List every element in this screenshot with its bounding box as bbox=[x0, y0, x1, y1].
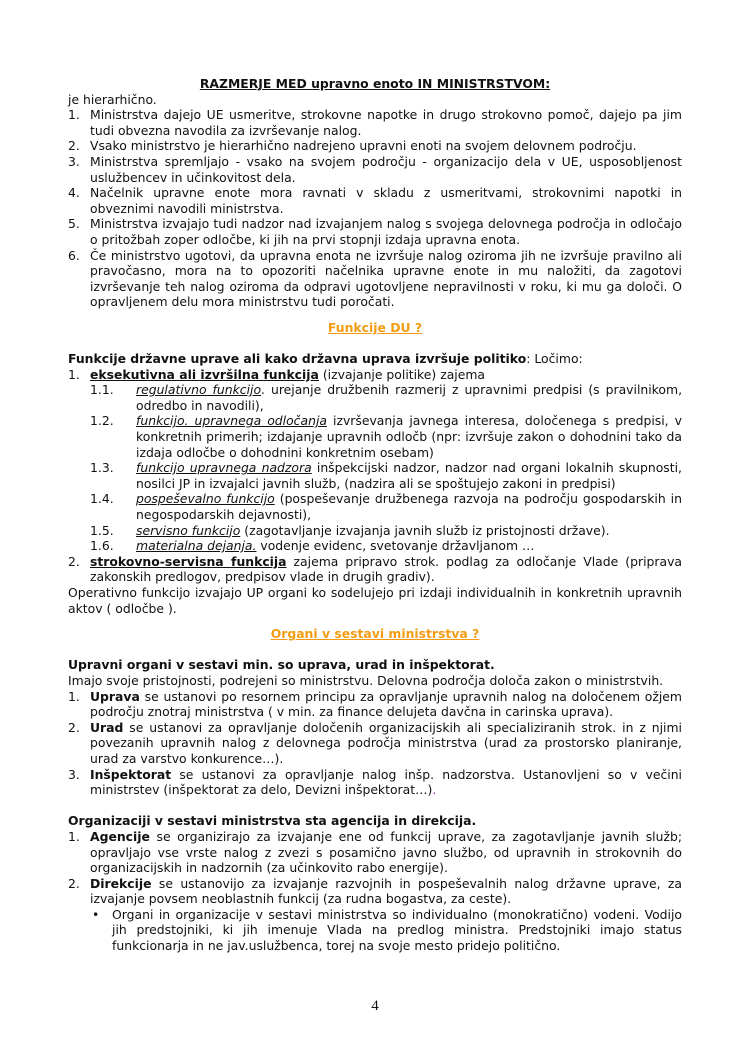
intro-text: Imajo svoje pristojnosti, podrejeni so ministrstvu. Delovna področja določa zakon o ministrstvih. bbox=[68, 672, 664, 688]
list-item bbox=[68, 829, 682, 876]
list-term: pospeševalno funkcijo bbox=[136, 491, 275, 507]
list-text: se ustanovi po resornem principu za opravljanje upravnih nalog na določenem ožjem področju znotraj ministrstva ( v min. za finance delujeta davčna in carinska uprava). bbox=[90, 688, 682, 720]
list-text: izvrševanja javnega interesa, določenega s predpisi, v konkretnih primerih; izdajanje upravnih odločb (npr: izvršuje zakon o dohodnini tako da izdaja odločbe o dohodnini konkretnim osebam) bbox=[136, 413, 682, 460]
list-item bbox=[68, 216, 682, 247]
bullet-item bbox=[68, 907, 682, 954]
list-item bbox=[68, 107, 682, 138]
list-number: 1. bbox=[68, 107, 80, 123]
list-item bbox=[68, 767, 682, 798]
list-item bbox=[68, 720, 682, 767]
list-text: vodenje evidenc, svetovanje državljanom … bbox=[256, 538, 535, 554]
list-number: 2. bbox=[68, 719, 80, 735]
bullet-icon: • bbox=[92, 906, 100, 922]
list-number: 3. bbox=[68, 153, 80, 169]
list-tail: . bbox=[432, 782, 437, 798]
list-text: Ministrstva spremljajo - vsako na svojem področju - organizacijo dela v UE, usposobljenost uslužbencev in učinkovitost dela. bbox=[90, 153, 682, 185]
lead-paragraph bbox=[68, 813, 682, 829]
list-text: (pospeševanje družbenega razvoja na področju gospodarskih in negospodarskih dejavnosti), bbox=[136, 491, 682, 523]
intro-text: je hierarhično. bbox=[68, 91, 157, 107]
list-text: Vsako ministrstvo je hierarhično nadrejeno upravni enoti na svojem delovnem področju. bbox=[90, 138, 637, 154]
lead-paragraph bbox=[68, 351, 682, 367]
list-term: Direkcije bbox=[90, 875, 152, 891]
list-term: funkcijo upravnega nadzora bbox=[136, 460, 312, 476]
list-number: 1.4. bbox=[90, 491, 114, 507]
list-number: 1.2. bbox=[90, 413, 114, 429]
list-term: regulativno funkcijo bbox=[136, 382, 262, 398]
list-term: strokovno-servisna funkcija bbox=[90, 553, 287, 569]
lead-rest: : Ločimo: bbox=[526, 351, 583, 367]
list-term: eksekutivna ali izvršilna funkcija bbox=[90, 366, 319, 382]
list-item bbox=[68, 248, 682, 310]
list-term: Urad bbox=[90, 719, 124, 735]
list-number: 2. bbox=[68, 875, 80, 891]
numbered-list bbox=[68, 107, 682, 310]
list-number: 1.3. bbox=[90, 460, 114, 476]
list-number: 1.5. bbox=[90, 522, 114, 538]
bullet-text: Organi in organizacije v sestavi ministrstva so individualno (monokratično) vodeni. Vodijo jih predstojniki, ki jih imenuje Vlada na predlog ministra. Predstojniki imajo status funkcionarja in ne jav.uslužbenca, torej na svoje mesto pridejo politično. bbox=[112, 906, 682, 954]
sub-list-item bbox=[68, 413, 682, 460]
list-item bbox=[68, 876, 682, 907]
list-text: Načelnik upravne enote mora ravnati v skladu z usmeritvami, strokovnimi napotki in obveznimi navodili ministrstva. bbox=[90, 185, 682, 216]
list-item bbox=[68, 138, 682, 154]
list-text: se organizirajo za izvajanje ene od funkcij uprave, za zagotavljanje javnih služb; opravljajo vse vrste nalog z zvezi s posamično javno službo, od upravnih in strokovnih do organizacijskih in nadzornih (za učinkovito rabo energije). bbox=[90, 828, 682, 876]
list-term: Inšpektorat bbox=[90, 766, 172, 782]
list-number: 1.1. bbox=[90, 382, 114, 398]
section-heading-funkcije: Funkcije DU ? bbox=[327, 319, 423, 335]
list-term: Uprava bbox=[90, 688, 140, 704]
lead-bold: Upravni organi v sestavi min. so uprava, urad in inšpektorat. bbox=[68, 657, 495, 673]
section-title: RAZMERJE MED upravno enoto IN MINISTRSTVOM: bbox=[199, 76, 551, 91]
list-text: se ustanovijo za izvajanje razvojnih in pospeševalnih nalog državne uprave, za izvajanje povsem neoblastnih funkcij (za rudna bogastva, za ceste). bbox=[90, 875, 682, 907]
list-term: Agencije bbox=[90, 828, 150, 844]
lead-bold: Organizaciji v sestavi ministrstva sta agencija in direkcija. bbox=[68, 813, 477, 829]
list-term: funkcijo. upravnega odločanja bbox=[136, 413, 327, 429]
list-number: 1. bbox=[68, 366, 80, 382]
sub-list-item bbox=[68, 523, 682, 539]
list-number: 3. bbox=[68, 766, 80, 782]
list-text: (zagotavljanje izvajanja javnih služb iz pristojnosti države). bbox=[240, 522, 610, 538]
list-number: 5. bbox=[68, 216, 80, 232]
list-number: 1.6. bbox=[90, 538, 114, 554]
list-number: 1. bbox=[68, 688, 80, 704]
list-text: se ustanovi za opravljanje nalog inšp. nadzorstva. Ustanovljeni so v večini ministrstev (inšpektorat za delo, Devizni inšpektorat…) bbox=[90, 766, 682, 798]
list-text: inšpekcijski nadzor, nadzor nad organi lokalnih skupnosti, nosilci JP in izvajalci javnih služb, (nadzira ali se spoštujejo zakoni in predpisi) bbox=[136, 460, 682, 491]
list-number: 2. bbox=[68, 138, 80, 154]
list-term: materialna dejanja. bbox=[136, 538, 257, 554]
list-item bbox=[68, 689, 682, 720]
list-number: 1. bbox=[68, 828, 80, 844]
closing-paragraph: Operativno funkcijo izvajajo UP organi ko sodelujejo pri izdaji individualnih in konkretnih upravnih aktov ( odločbe ). bbox=[68, 585, 682, 616]
list-item bbox=[68, 554, 682, 585]
section-heading-organi: Organi v sestavi ministrstva ? bbox=[270, 626, 480, 642]
lead-paragraph bbox=[68, 657, 682, 673]
list-text: se ustanovi za opravljanje določenih organizacijskih ali specializiranih strok. in z njimi povezanih upravnih nalog z delovnega področja ministrstva (urad za prostorsko planiranje, urad za varstvo konkurence…). bbox=[90, 719, 682, 766]
document-page bbox=[68, 76, 682, 954]
page-number: 4 bbox=[371, 998, 379, 1014]
sub-list-item bbox=[68, 460, 682, 491]
sub-list-item bbox=[68, 382, 682, 413]
sub-list-item bbox=[68, 491, 682, 522]
list-text: (izvajanje politike) zajema bbox=[318, 366, 486, 382]
list-term: servisno funkcijo bbox=[136, 522, 241, 538]
list-text: Ministrstva dajejo UE usmeritve, strokovne napotke in drugo strokovno pomoč, dajejo pa jim tudi obvezna navodila za izvrševanje nalog. bbox=[90, 107, 682, 138]
list-text: zajema pripravo strok. podlag za odločanje Vlade (priprava zakonskih predlogov, predpisov vlade in drugih gradiv). bbox=[90, 553, 682, 585]
list-number: 6. bbox=[68, 247, 80, 263]
list-item bbox=[68, 154, 682, 185]
list-text: . urejanje družbenih razmerij z upravnimi predpisi (s pravilnikom, odredbo in navodili), bbox=[136, 382, 683, 413]
list-number: 2. bbox=[68, 553, 80, 569]
list-item bbox=[68, 367, 682, 383]
list-text: Če ministrstvo ugotovi, da upravna enota ne izvršuje nalog oziroma jih ne izvršuje pravilno ali pravočasno, mora na to opozoriti načelnika upravne enote in mu naložiti, da zagotovi izvrševanje teh nalog oziroma da odpravi ugotovljene nepravilnosti v roku, ki mu ga določi. O opravljenem delu mora ministrstvu tudi poročati. bbox=[90, 247, 682, 310]
list-number: 4. bbox=[68, 185, 80, 201]
sub-list-item bbox=[68, 538, 682, 554]
list-item bbox=[68, 185, 682, 216]
list-text: Ministrstva izvajajo tudi nadzor nad izvajanjem nalog s svojega delovnega področja in odločajo o pritožbah zoper odločbe, ki jih na prvi stopnji izdaja upravna enota. bbox=[90, 216, 682, 247]
lead-bold: Funkcije državne uprave ali kako državna uprava izvršuje politiko bbox=[68, 351, 527, 367]
